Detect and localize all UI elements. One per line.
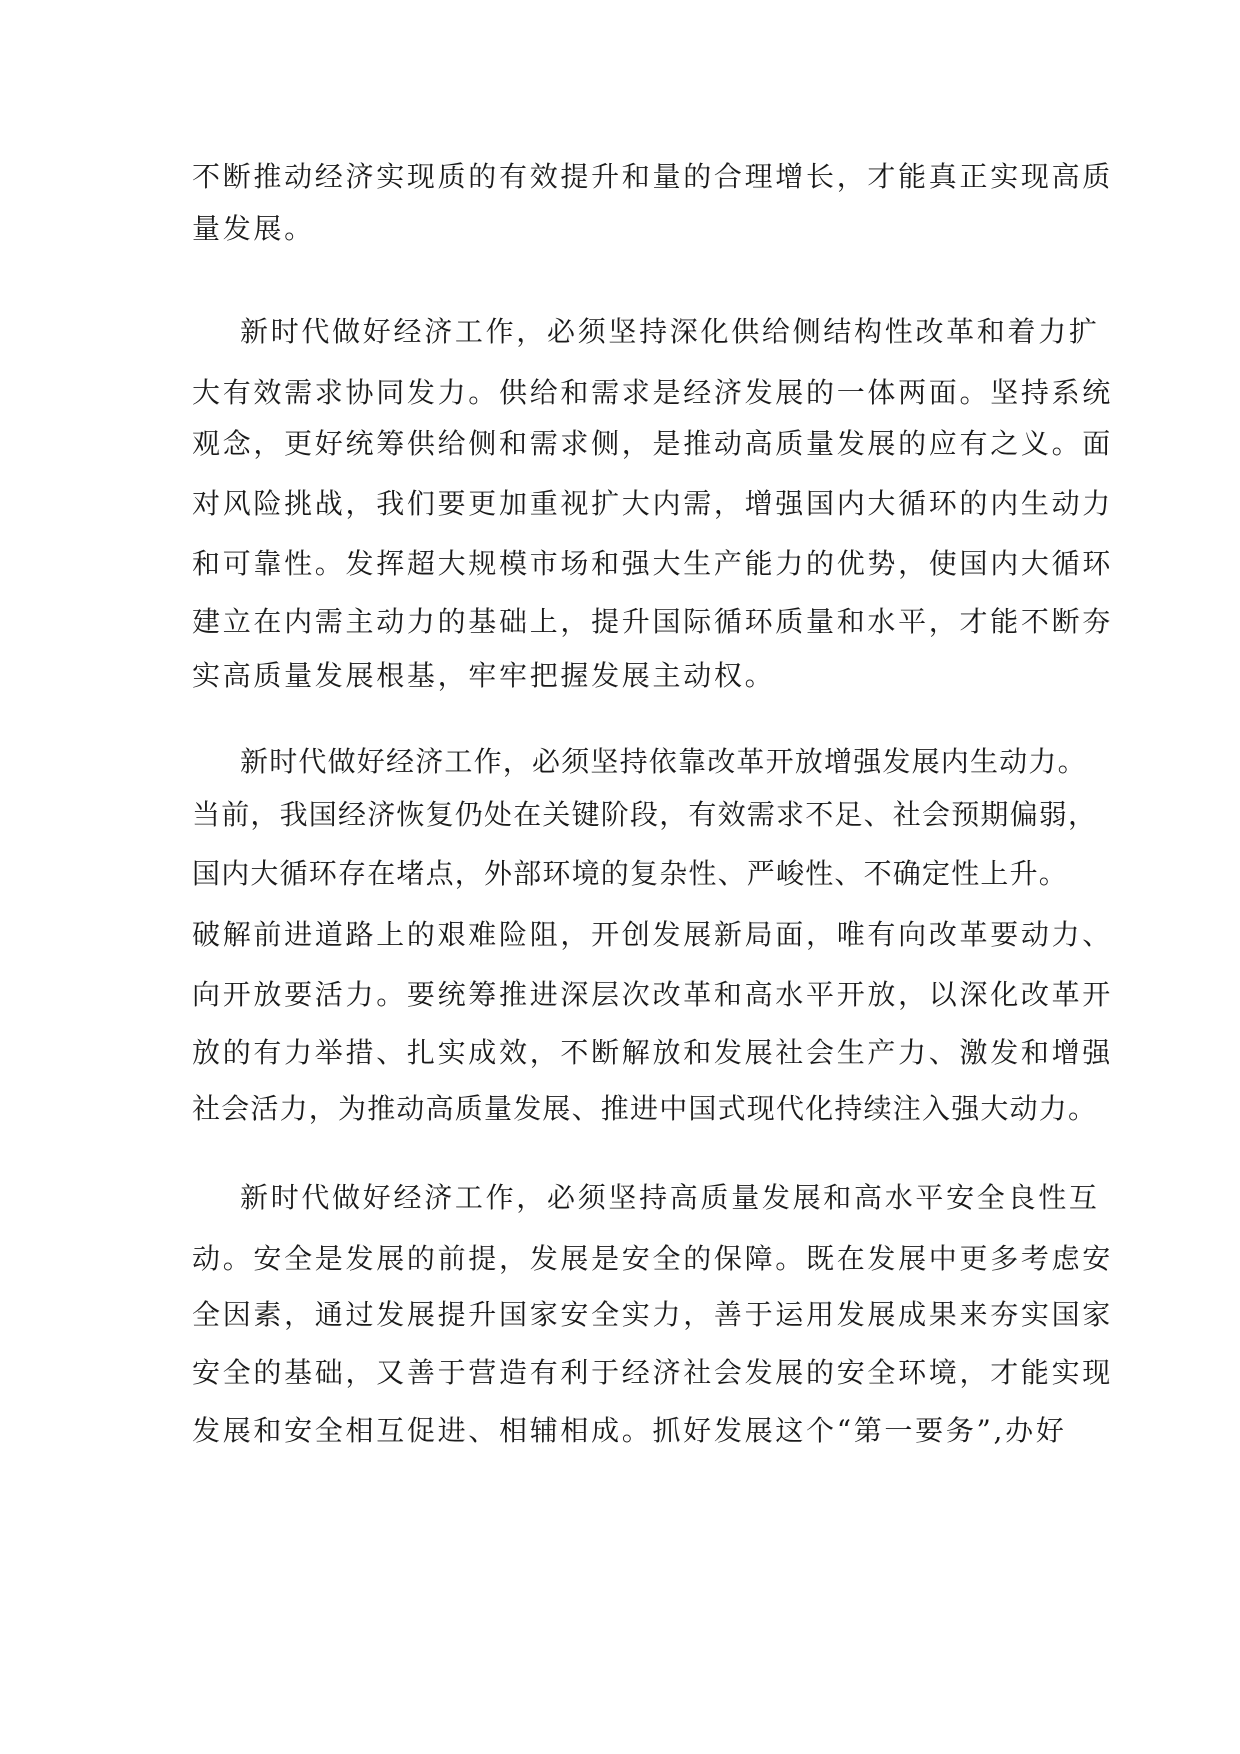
paragraph-line: 向开放要活力。要统筹推进深层次改革和高水平开放，以深化改革开 [192,978,1114,1011]
paragraph-line: 和可靠性。发挥超大规模市场和强大生产能力的优势，使国内大循环 [192,547,1114,580]
paragraph-line: 新时代做好经济工作，必须坚持深化供给侧结构性改革和着力扩 [240,315,1100,348]
paragraph-line: 大有效需求协同发力。供给和需求是经济发展的一体两面。坚持系统 [192,376,1114,409]
paragraph-line: 新时代做好经济工作，必须坚持高质量发展和高水平安全良性互 [240,1181,1100,1214]
paragraph-line: 新时代做好经济工作，必须坚持依靠改革开放增强发展内生动力。 [240,745,1087,778]
paragraph-line: 社会活力，为推动高质量发展、推进中国式现代化持续注入强大动力。 [192,1092,1098,1125]
paragraph-line: 动。安全是发展的前提，发展是安全的保障。既在发展中更多考虑安 [192,1242,1114,1275]
paragraph-line: 国内大循环存在堵点，外部环境的复杂性、严峻性、不确定性上升。 [192,857,1069,890]
paragraph-line: 破解前进道路上的艰难险阻，开创发展新局面，唯有向改革要动力、 [192,918,1114,951]
paragraph-line: 放的有力举措、扎实成效，不断解放和发展社会生产力、激发和增强 [192,1036,1114,1069]
paragraph-line: 不断推动经济实现质的有效提升和量的合理增长，才能真正实现高质 [192,160,1114,193]
paragraph-line: 对风险挑战，我们要更加重视扩大内需，增强国内大循环的内生动力 [192,487,1114,520]
paragraph-line: 发展和安全相互促进、相辅相成。抓好发展这个“第一要务”,办好 [192,1414,1067,1447]
paragraph-line: 当前，我国经济恢复仍处在关键阶段，有效需求不足、社会预期偏弱， [192,798,1098,831]
paragraph-line: 量发展。 [192,212,315,245]
paragraph-line: 观念，更好统筹供给侧和需求侧，是推动高质量发展的应有之义。面 [192,427,1114,460]
paragraph-line: 建立在内需主动力的基础上，提升国际循环质量和水平，才能不断夯 [192,605,1114,638]
paragraph-line: 全因素，通过发展提升国家安全实力，善于运用发展成果来夯实国家 [192,1298,1114,1331]
paragraph-line: 安全的基础，又善于营造有利于经济社会发展的安全环境，才能实现 [192,1356,1114,1389]
paragraph-line: 实高质量发展根基，牢牢把握发展主动权。 [192,659,776,692]
